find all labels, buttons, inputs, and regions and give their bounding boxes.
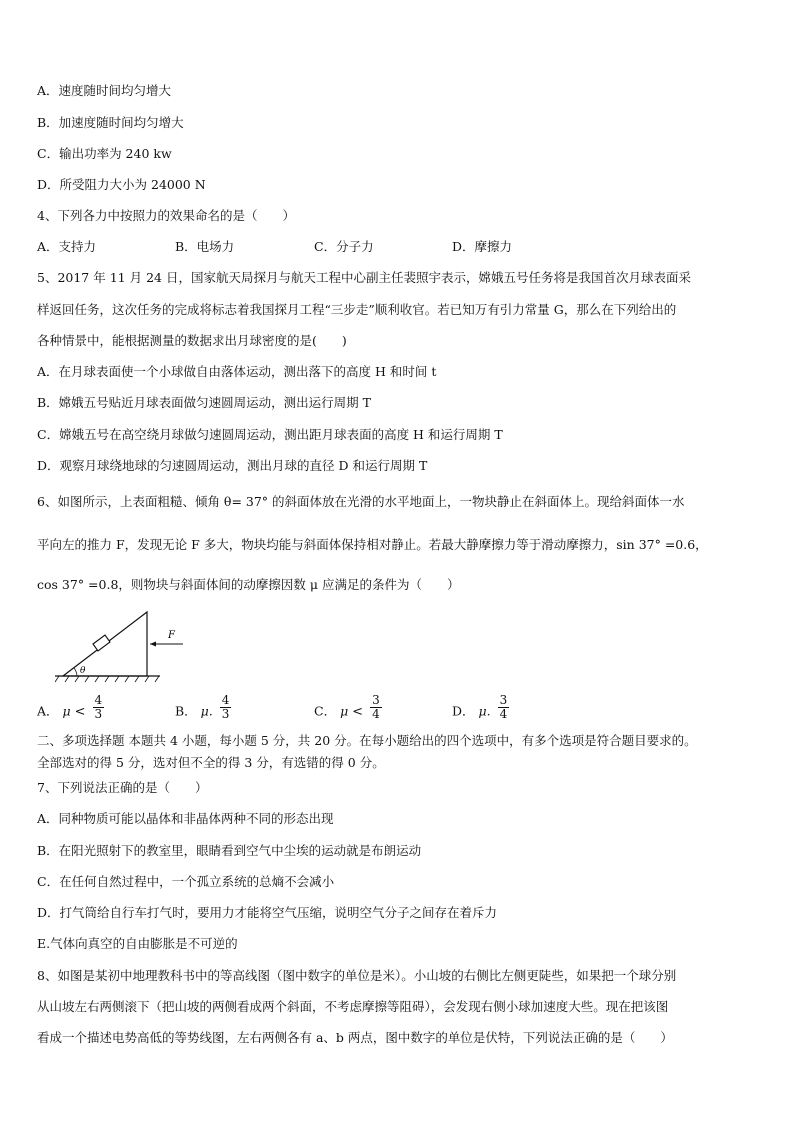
q3-option-d: D．所受阻力大小为 24000 N <box>37 177 206 192</box>
q6-option-b: B． μ. $\frac{4}{3}$ <box>175 693 230 721</box>
q5-stem-line-2: 样返回任务，这次任务的完成将标志着我国探月工程“三步走”顺利收官。若已知万有引力常量 G，那么在下列给出的 <box>37 302 677 317</box>
q3-option-a: A．速度随时间均匀增大 <box>37 83 172 98</box>
q6-options-row <box>37 694 757 728</box>
fraction: $\frac{4}{3}$ <box>94 693 103 721</box>
q5-option-c: C．嫦娥五号在高空绕月球做匀速圆周运动，测出距月球表面的高度 H 和运行周期 T <box>37 427 503 442</box>
small-block <box>93 635 110 651</box>
q4-option-d: D．摩擦力 <box>452 239 513 254</box>
fraction: $\frac{3}{4}$ <box>372 693 380 721</box>
angle-label: θ <box>80 666 86 676</box>
q7-option-c: C．在任何自然过程中，一个孤立系统的总熵不会减小 <box>37 874 335 889</box>
q6-stem-line-1: 6、如图所示，上表面粗糙、倾角 θ= 37° 的斜面体放在光滑的水平地面上，一物块静止在斜面体上。现给斜面体一水 <box>37 494 685 509</box>
q4-option-b: B．电场力 <box>175 239 235 254</box>
fraction: $\frac{4}{3}$ <box>221 693 230 721</box>
q6-stem-line-2: 平向左的推力 F，发现无论 F 多大，物块均能与斜面体保持相对静止。若最大静摩擦力等于滑动摩擦力，sin 37° =0.6， <box>37 537 708 552</box>
q5-option-a: A．在月球表面使一个小球做自由落体运动，测出落下的高度 H 和时间 t <box>37 364 437 379</box>
q4-option-a: A．支持力 <box>37 239 97 254</box>
q6-option-d: D． μ. $\frac{3}{4}$ <box>452 693 508 721</box>
q6-option-c: C． μ < $\frac{3}{4}$ <box>314 693 380 721</box>
section-2-line-2: 全部选对的得 5 分，选对但不全的得 3 分，有选错的得 0 分。 <box>37 755 385 770</box>
force-label: F <box>168 630 175 641</box>
q8-stem-line-3: 看成一个描述电势高低的等势线图，左右两侧各有 a、b 两点，图中数字的单位是伏特，下列说法正确的是（ ） <box>37 1030 673 1045</box>
q5-option-b: B．嫦娥五号贴近月球表面做匀速圆周运动，测出运行周期 T <box>37 395 371 410</box>
q4-stem: 4、下列各力中按照力的效果命名的是（ ） <box>37 208 295 223</box>
fraction: $\frac{3}{4}$ <box>499 693 508 721</box>
q3-option-c: C．输出功率为 240 kw <box>37 146 172 161</box>
q8-stem-line-2: 从山坡左右两侧滚下（把山坡的两侧看成两个斜面，不考虑摩擦等阻碍），会发现右侧小球加速度大些。现在把该图 <box>37 999 669 1014</box>
q5-stem-line-3: 各种情景中，能根据测量的数据求出月球密度的是( ) <box>37 333 347 348</box>
q6-stem-line-3: cos 37° =0.8，则物块与斜面体间的动摩擦因数 μ 应满足的条件为（ ） <box>37 577 460 592</box>
q7-option-b: B．在阳光照射下的教室里，眼睛看到空气中尘埃的运动就是布朗运动 <box>37 843 422 858</box>
q5-option-d: D．观察月球绕地球的匀速圆周运动，测出月球的直径 D 和运行周期 T <box>37 458 428 473</box>
incline-figure <box>55 606 190 684</box>
angle-arc <box>74 668 77 676</box>
q5-stem-line-1: 5、2017 年 11 月 24 日，国家航天局探月与航天工程中心副主任裴照宇表示，嫦娥五号任务将是我国首次月球表面采 <box>37 270 691 285</box>
q7-stem: 7、下列说法正确的是（ ） <box>37 780 208 795</box>
q7-option-d: D．打气筒给自行车打气时，要用力才能将空气压缩，说明空气分子之间存在着斥力 <box>37 905 498 920</box>
q7-option-a: A．同种物质可能以晶体和非晶体两种不同的形态出现 <box>37 811 334 826</box>
q4-options-row <box>37 239 757 255</box>
q6-option-a: A． μ < $\frac{4}{3}$ <box>37 693 103 721</box>
q8-stem-line-1: 8、如图是某初中地理教科书中的等高线图（图中数字的单位是米）。小山坡的右侧比左侧更陡些，如果把一个球分别 <box>37 968 677 983</box>
q3-option-b: B．加速度随时间均匀增大 <box>37 115 184 130</box>
q4-option-c: C．分子力 <box>314 239 374 254</box>
force-arrowhead <box>150 642 156 647</box>
section-2-line-1: 二、多项选择题 本题共 4 小题，每小题 5 分，共 20 分。在每小题给出的四个选项中，有多个选项是符合题目要求的。 <box>37 733 697 748</box>
ground-hatching <box>55 676 159 682</box>
q7-option-e: E.气体向真空的自由膨胀是不可逆的 <box>37 936 238 951</box>
